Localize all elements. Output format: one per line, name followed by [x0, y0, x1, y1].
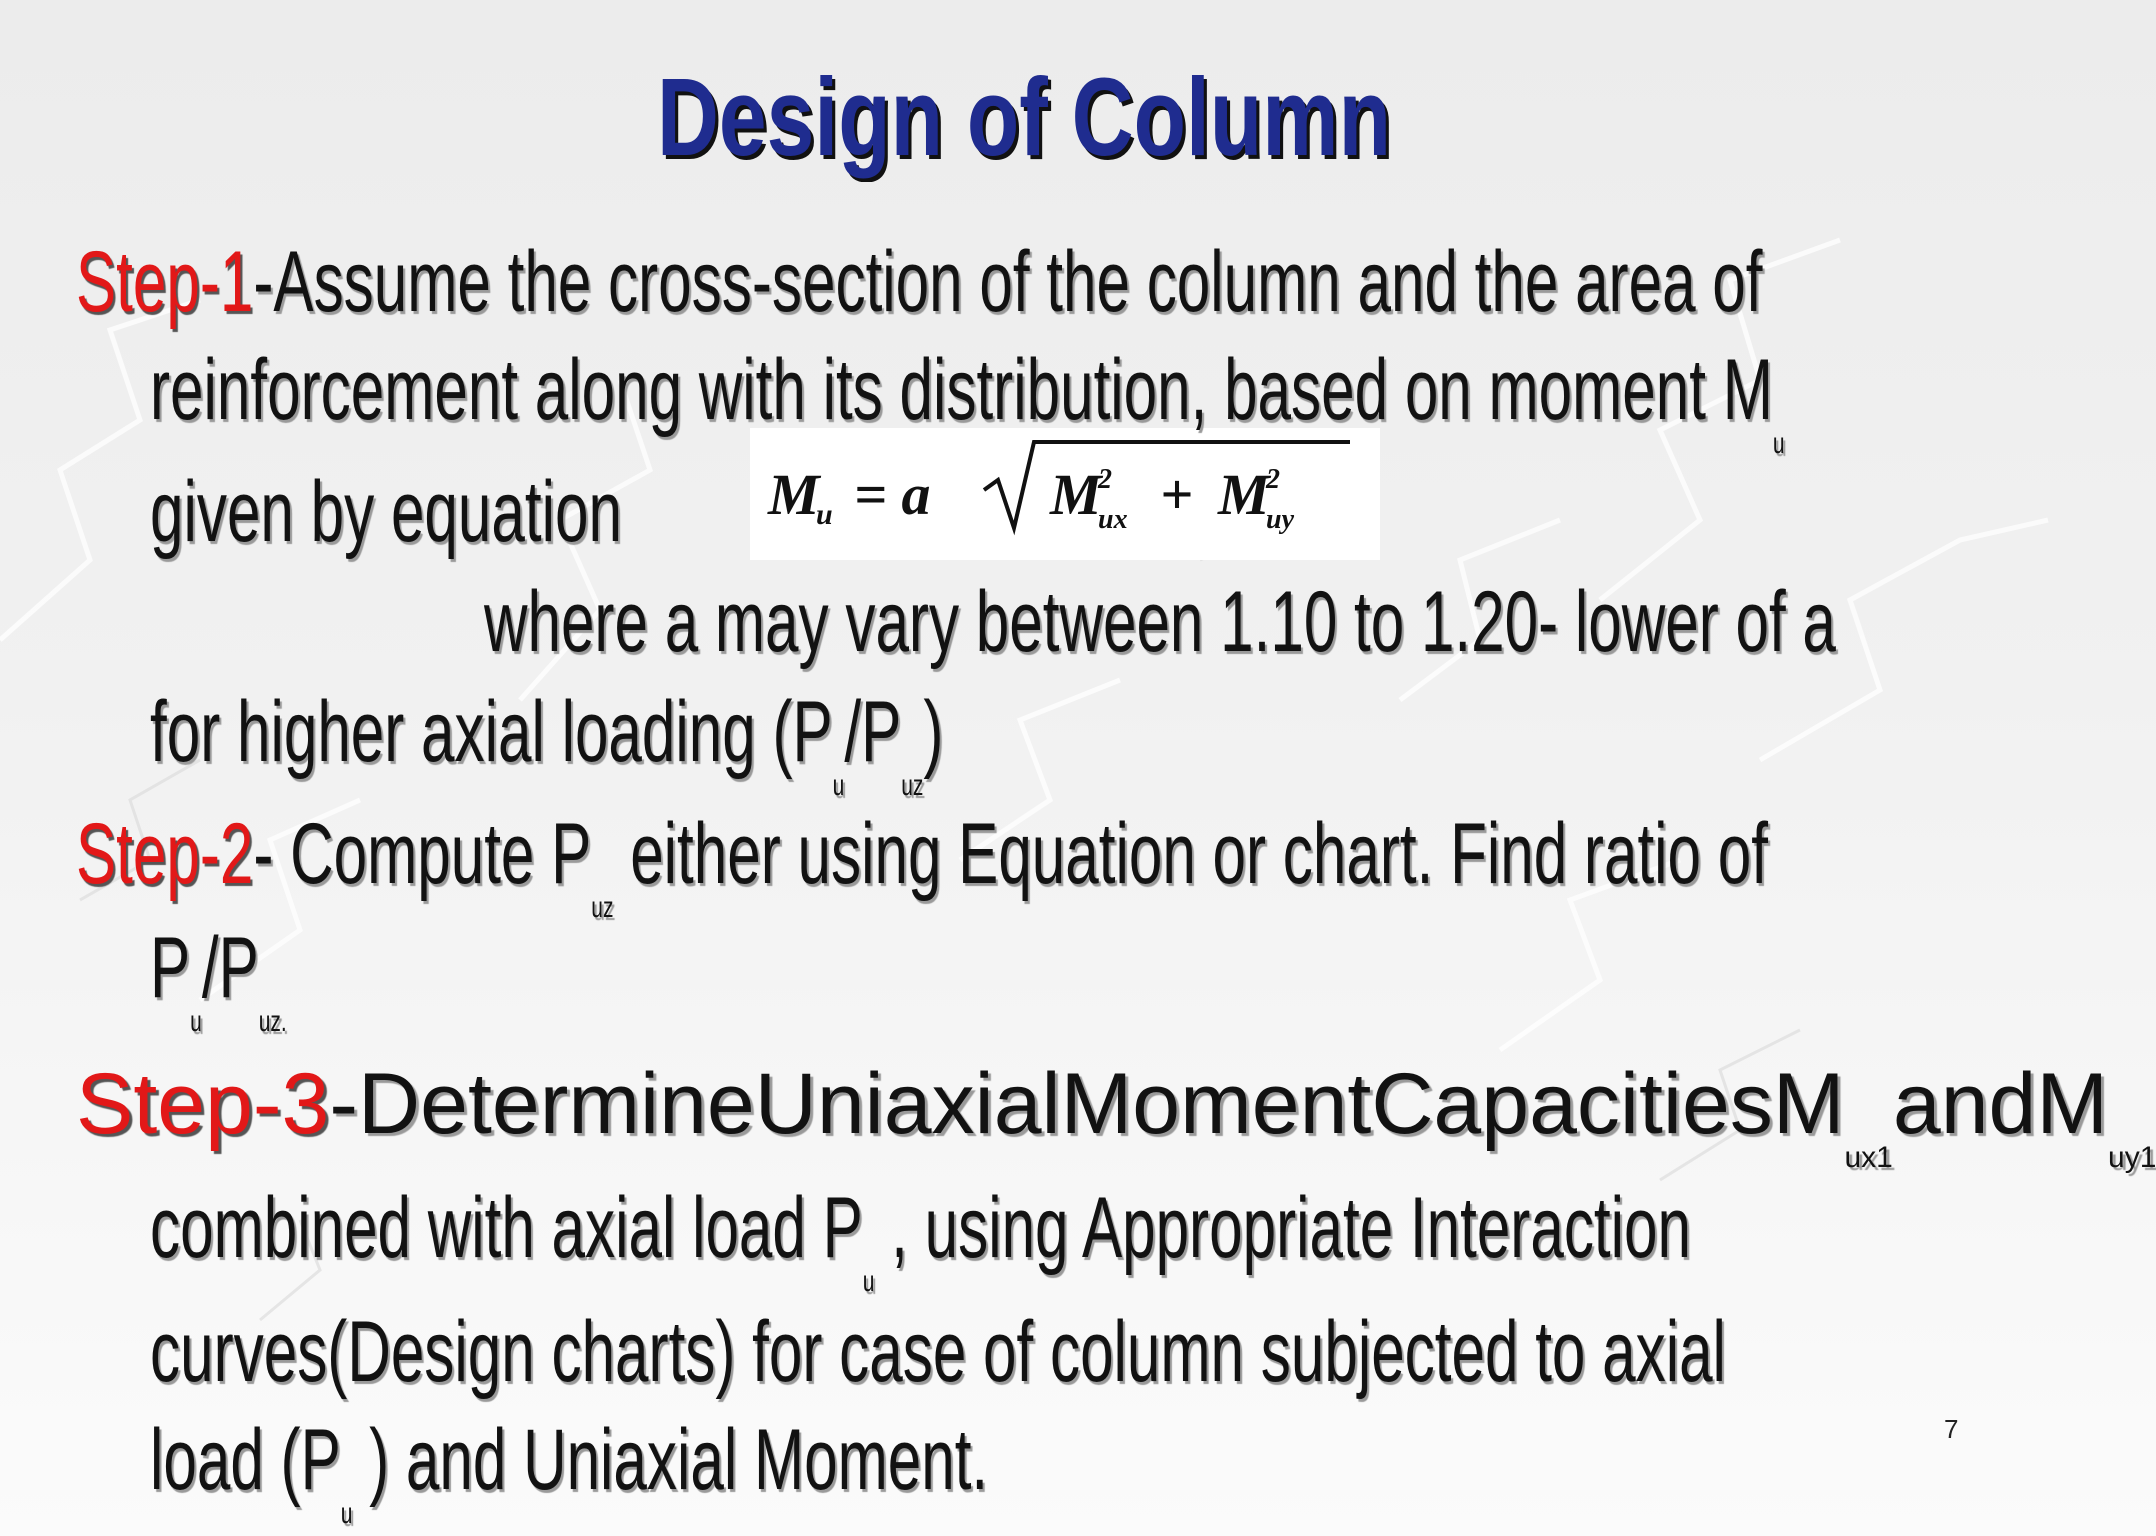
step2-line2: [150, 918, 287, 1038]
step3-dash: -: [329, 1056, 359, 1152]
step3-line4-sub: u: [340, 1497, 353, 1530]
equation-lhs-sub: u: [816, 498, 833, 531]
slide-title: Design of Column: [656, 56, 1392, 179]
equation-term2-sup: 2: [1266, 464, 1280, 495]
step1-line3: [150, 462, 622, 562]
step3-line4-a: load (P: [150, 1412, 341, 1508]
step2-line2-sub2: uz.: [258, 1005, 287, 1038]
equation-term1: M: [1050, 462, 1102, 527]
equation-term2-sub: uy: [1266, 504, 1294, 535]
equation-term1-sup: 2: [1098, 464, 1112, 495]
equation-lhs: M: [768, 462, 820, 527]
equation-term2: M: [1218, 462, 1270, 527]
step3-mux: M: [1772, 1056, 1845, 1152]
step2-line2-b: /P: [201, 920, 259, 1016]
step1-line5-sub2: uz: [901, 769, 924, 802]
step1-line5-pre: for higher axial loading (P: [150, 684, 833, 780]
step1-line1-text: -Assume the cross-section of the column and the area of: [253, 234, 1763, 330]
step1-line2-text: reinforcement along with its distribution, based on moment M: [150, 342, 1773, 438]
step1-line4-text: where a may vary between 1.10 to 1.20- lower of a: [484, 574, 1836, 670]
step1-line5: [150, 682, 944, 802]
step1-line4: [484, 572, 1836, 672]
step3-word-capacities: Capacities: [1371, 1056, 1773, 1152]
step2-line1-b: either using Equation or chart. Find ratio of: [613, 806, 1768, 902]
step1-line2-sub: u: [1772, 427, 1785, 460]
step3-line2-a: combined with axial load P: [150, 1180, 863, 1276]
step1-line3-text: given by equation: [150, 464, 622, 560]
step1-line5-post: ): [923, 684, 944, 780]
step2-label: Step-2: [76, 806, 254, 902]
step3-line4-b: ) and Uniaxial Moment.: [352, 1412, 989, 1508]
step3-line2: [150, 1178, 1692, 1298]
equation-image: [750, 428, 1380, 560]
step2-line1-sub: uz: [591, 891, 614, 924]
step3-line1: [76, 1054, 2156, 1174]
step3-word-uniaxial: Uniaxial: [754, 1056, 1061, 1152]
equation-svg: [750, 428, 1380, 560]
equation-term1-sub: ux: [1098, 504, 1128, 535]
step1-line1: [76, 232, 1762, 332]
step1-line2: [150, 340, 1785, 460]
step1-line5-mid: /P: [844, 684, 902, 780]
page-number: 7: [1944, 1414, 1959, 1444]
step2-line1-a: - Compute P: [253, 806, 592, 902]
step3-line3: [150, 1302, 1726, 1402]
step1-line5-sub1: u: [832, 769, 845, 802]
step3-label: Step-3: [76, 1056, 330, 1152]
step1-label: Step-1: [76, 234, 254, 330]
step3-word-determine: Determine: [358, 1056, 755, 1152]
step3-word-moment: Moment: [1060, 1056, 1372, 1152]
equation-plus: +: [1160, 462, 1194, 527]
step2-line1: [76, 804, 1768, 924]
step3-line4: [150, 1410, 989, 1530]
step3-line3-text: curves(Design charts) for case of column subjected to axial: [150, 1304, 1726, 1400]
step3-line2-sub: u: [862, 1265, 875, 1298]
step3-word-and: and: [1892, 1056, 2037, 1152]
equation-equals-a: = a: [854, 462, 931, 527]
step3-line2-b: , using Appropriate Interaction: [874, 1180, 1692, 1276]
step3-mux-sub: ux1: [1844, 1141, 1893, 1174]
step2-line2-a: P: [150, 920, 191, 1016]
step3-muy-sub: uy1: [2108, 1141, 2156, 1174]
step2-line2-sub1: u: [190, 1005, 202, 1038]
step3-muy: M: [2036, 1056, 2109, 1152]
